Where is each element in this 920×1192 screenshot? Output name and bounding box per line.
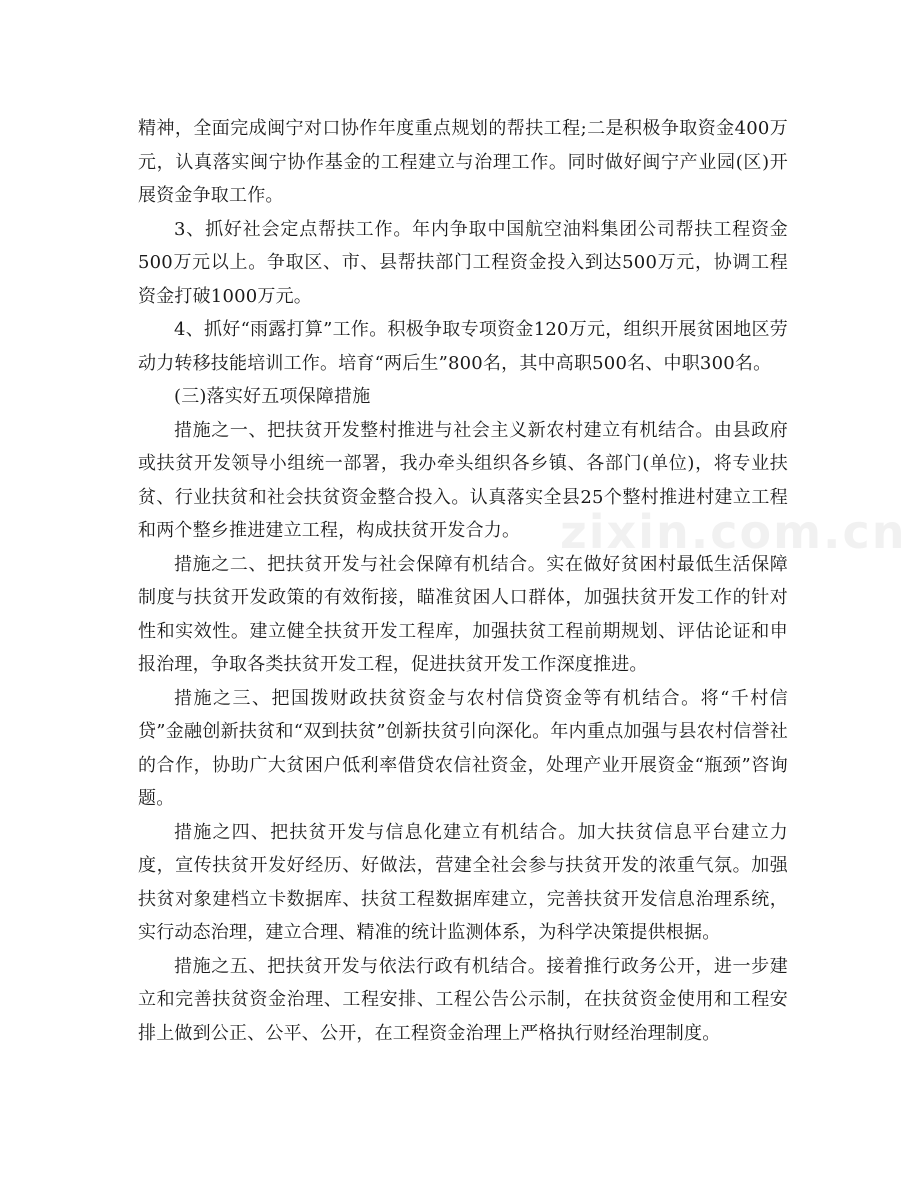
paragraph-measure-5: 措施之五、把扶贫开发与依法行政有机结合。接着推行政务公开，进一步建立和完善扶贫资金治理、工程安排、工程公告公示制，在扶贫资金使用和工程安排上做到公正、公平、公开，在工程资金治理上严格执行财经治理制度。 [138,955,788,1044]
paragraph-measure-2: 措施之二、把扶贫开发与社会保障有机结合。实在做好贫困村最低生活保障制度与扶贫开发政策的有效衔接，瞄准贫困人口群体，加强扶贫开发工作的针对性和实效性。建立健全扶贫开发工程库，加强扶贫工程前期规划、评估论证和申报治理，争取各类扶贫开发工程，促进扶贫开发工作深度推进。 [138,553,788,675]
paragraph-measure-3: 措施之三、把国拨财政扶贫资金与农村信贷资金等有机结合。将“千村信贷”金融创新扶贫和“双到扶贫”创新扶贫引向深化。年内重点加强与县农村信誉社的合作，协助广大贫困户低利率借贷农信社资金，处理产业开展资金“瓶颈”咨询题。 [138,687,788,809]
paragraph-item-4: 4、抓好“雨露打算”工作。积极争取专项资金120万元，组织开展贫困地区劳动力转移技能培训工作。培育“两后生”800名，其中高职500名、中职300名。 [138,319,788,374]
paragraph-measure-4: 措施之四、把扶贫开发与信息化建立有机结合。加大扶贫信息平台建立力度，宣传扶贫开发好经历、好做法，营建全社会参与扶贫开发的浓重气氛。加强扶贫对象建档立卡数据库、扶贫工程数据库建立，完善扶贫开发信息治理系统，实行动态治理，建立合理、精准的统计监测体系，为科学决策提供根据。 [138,821,788,943]
paragraph-continuation: 精神，全面完成闽宁对口协作年度重点规划的帮扶工程;二是积极争取资金400万元，认真落实闽宁协作基金的工程建立与治理工作。同时做好闽宁产业园(区)开展资金争取工作。 [138,118,788,206]
document-body [138,112,788,1050]
paragraph-item-3: 3、抓好社会定点帮扶工作。年内争取中国航空油料集团公司帮扶工程资金500万元以上。争取区、市、县帮扶部门工程资金投入到达500万元，协调工程资金打破1000万元。 [138,218,788,307]
section-heading: (三)落实好五项保障措施 [174,386,371,407]
watermark: zixin.com.cn [560,505,907,559]
paragraph-measure-1: 措施之一、把扶贫开发整村推进与社会主义新农村建立有机结合。由县政府或扶贫开发领导小组统一部署，我办牵头组织各乡镇、各部门(单位)，将专业扶贫、行业扶贫和社会扶贫资金整合投入。认真落实全县25个整村推进村建立工程和两个整乡推进建立工程，构成扶贫开发合力。 [138,419,788,541]
